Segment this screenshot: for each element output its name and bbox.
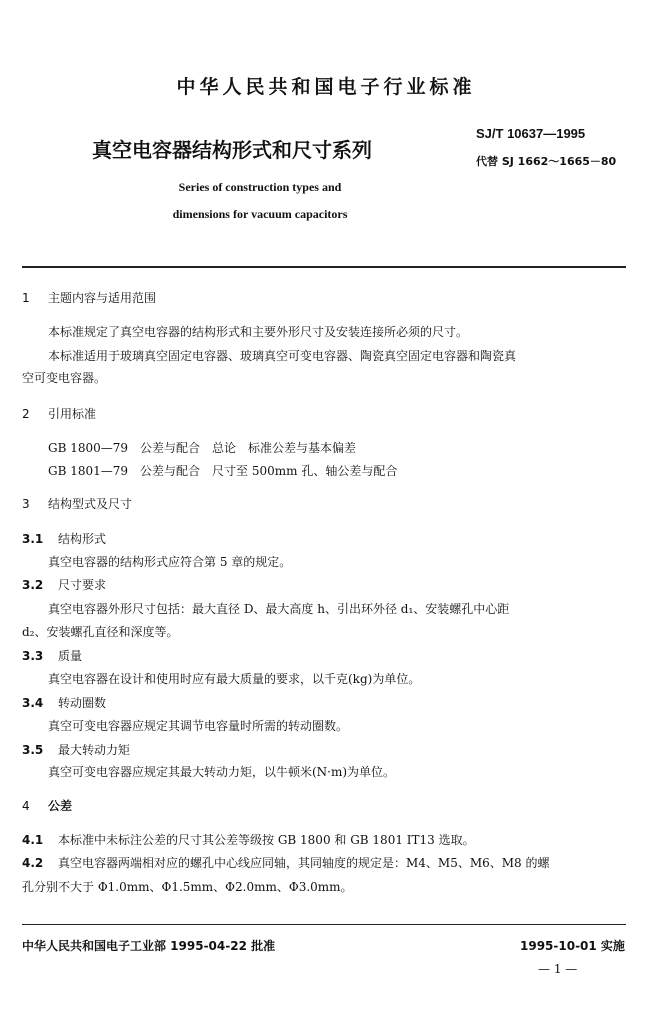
reference-item: GB 1800—79 公差与配合 总论 标准公差与基本偏差 xyxy=(48,441,357,455)
footer-rule xyxy=(22,924,626,925)
subsection-title: 质量 xyxy=(58,649,83,663)
effective-date: 1995-10-01 实施 xyxy=(520,939,625,953)
subsection-title: 尺寸要求 xyxy=(58,578,107,592)
approval-date: 中华人民共和国电子工业部 1995-04-22 批准 xyxy=(22,939,276,953)
section-title: 主题内容与适用范围 xyxy=(48,291,157,305)
subsection-title: 转动圈数 xyxy=(58,696,107,710)
section-1-heading xyxy=(22,289,156,306)
subsection-number: 3.1 xyxy=(22,532,44,546)
subsection-number: 3.5 xyxy=(22,743,44,757)
standard-code: SJ/T 10637—1995 xyxy=(476,126,586,141)
section-3-heading xyxy=(22,495,132,512)
paragraph-continued: 空可变电容器。 xyxy=(22,371,107,385)
reference-item: GB 1801—79 公差与配合 尺寸至 500mm 孔、轴公差与配合 xyxy=(48,464,398,478)
subsection-number: 4.2 xyxy=(22,856,44,870)
subsection-number: 3.2 xyxy=(22,578,44,592)
paragraph: 真空电容器的结构形式应符合第 5 章的规定。 xyxy=(48,555,292,569)
paragraph: 真空可变电容器应规定其调节电容量时所需的转动圈数。 xyxy=(48,719,349,733)
paragraph: 真空可变电容器应规定其最大转动力矩，以牛顿米(N·m)为单位。 xyxy=(48,765,396,779)
document-title-en-line1: Series of construction types and xyxy=(178,180,342,194)
subsection-3-5-heading xyxy=(22,741,130,758)
paragraph: 真空电容器在设计和使用时应有最大质量的要求，以千克(kg)为单位。 xyxy=(48,672,421,686)
section-number: 2 xyxy=(22,407,30,421)
paragraph: 真空电容器外形尺寸包括：最大直径 D、最大高度 h、引出环外径 d₁、安装螺孔中心距 xyxy=(48,602,510,616)
subsection-title: 结构形式 xyxy=(58,532,107,546)
section-title: 结构型式及尺寸 xyxy=(48,497,133,511)
page-number: — 1 — xyxy=(538,962,578,976)
section-number: 1 xyxy=(22,291,30,305)
subsection-number: 3.4 xyxy=(22,696,44,710)
subsection-title: 最大转动力矩 xyxy=(58,743,131,757)
header-rule xyxy=(22,266,626,268)
subsection-3-4-heading xyxy=(22,694,106,711)
replaces-code: 代替 SJ 1662～1665－80 xyxy=(476,155,617,168)
subsection-number: 4.1 xyxy=(22,833,44,847)
subsection-3-1-heading xyxy=(22,530,106,547)
document-title-en-line2: dimensions for vacuum capacitors xyxy=(172,207,348,221)
section-number: 4 xyxy=(22,799,30,813)
paragraph: 真空电容器两端相对应的螺孔中心线应同轴，其同轴度的规定是：M4、M5、M6、M8 的螺 xyxy=(58,856,550,870)
paragraph: 本标准中未标注公差的尺寸其公差等级按 GB 1800 和 GB 1801 IT13 选取。 xyxy=(58,833,475,847)
subsection-3-3-heading xyxy=(22,647,82,664)
subsection-number: 3.3 xyxy=(22,649,44,663)
document-title-cn: 真空电容器结构形式和尺寸系列 xyxy=(92,138,372,162)
section-2-heading xyxy=(22,405,96,422)
paragraph: 本标准规定了真空电容器的结构形式和主要外形尺寸及安装连接所必须的尺寸。 xyxy=(48,325,469,339)
subsection-3-2-heading xyxy=(22,576,106,593)
section-title: 引用标准 xyxy=(48,407,97,421)
subsection-4-2 xyxy=(22,854,550,871)
section-4-heading xyxy=(22,797,72,814)
paragraph-continued: d₂、安装螺孔直径和深度等。 xyxy=(22,625,179,639)
paragraph: 本标准适用于玻璃真空固定电容器、玻璃真空可变电容器、陶瓷真空固定电容器和陶瓷真 xyxy=(48,349,517,363)
paragraph-continued: 孔分别不大于 Φ1.0mm、Φ1.5mm、Φ2.0mm、Φ3.0mm。 xyxy=(22,880,353,894)
section-number: 3 xyxy=(22,497,30,511)
subsection-4-1 xyxy=(22,831,475,848)
standard-header: 中华人民共和国电子行业标准 xyxy=(176,76,476,98)
section-title: 公差 xyxy=(48,799,73,813)
